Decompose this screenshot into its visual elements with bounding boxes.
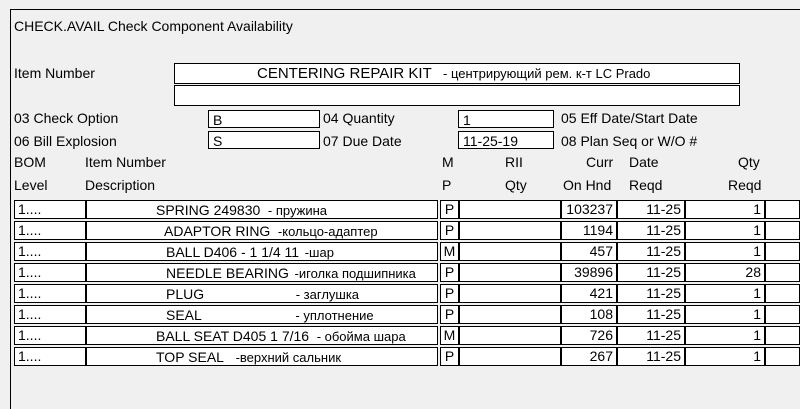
- item-description-cell[interactable]: [86, 200, 438, 219]
- extra-cell[interactable]: [765, 284, 800, 303]
- header-date: Date: [629, 154, 659, 170]
- item-number-value: CENTERING REPAIR KIT: [257, 65, 432, 82]
- bom-level-cell[interactable]: 1....: [14, 326, 86, 345]
- bom-level-cell[interactable]: 1....: [14, 242, 86, 261]
- item-description-cell[interactable]: [86, 263, 438, 282]
- header-rii-qty: Qty: [505, 177, 527, 193]
- qty-reqd-cell[interactable]: 1: [685, 221, 765, 240]
- translation-note: -верхний сальник: [231, 350, 342, 365]
- translation-note: - пружина: [264, 203, 327, 218]
- due-date-label: 07 Due Date: [323, 133, 402, 149]
- date-reqd-cell[interactable]: 11-25: [617, 284, 685, 303]
- rii-qty-cell[interactable]: [459, 305, 561, 324]
- bom-level-cell[interactable]: 1....: [14, 263, 86, 282]
- bom-level-cell[interactable]: 1....: [14, 305, 86, 324]
- header-curr: Curr: [586, 154, 614, 170]
- translation-note: - заглушка: [292, 287, 360, 302]
- rii-qty-cell[interactable]: [459, 284, 561, 303]
- extra-cell[interactable]: [765, 305, 800, 324]
- qty-reqd-cell[interactable]: 1: [685, 305, 765, 324]
- on-hand-cell[interactable]: 39896: [561, 263, 617, 282]
- qty-reqd-cell[interactable]: 1: [685, 326, 765, 345]
- item-number-text: SPRING 249830 - пружина: [156, 202, 327, 218]
- date-reqd-cell[interactable]: 11-25: [617, 242, 685, 261]
- header-m: M: [442, 154, 454, 170]
- rii-qty-cell[interactable]: [459, 326, 561, 345]
- bill-explosion-field[interactable]: [208, 131, 320, 149]
- extra-cell[interactable]: [765, 242, 800, 261]
- item-description-cell[interactable]: [86, 347, 438, 366]
- extra-cell[interactable]: [765, 326, 800, 345]
- date-reqd-cell[interactable]: 11-25: [617, 263, 685, 282]
- item-description-cell[interactable]: [86, 305, 438, 324]
- date-reqd-cell[interactable]: 11-25: [617, 326, 685, 345]
- header-p: P: [442, 177, 452, 193]
- quantity-field[interactable]: [458, 110, 554, 128]
- eff-date-label: 05 Eff Date/Start Date: [561, 110, 698, 126]
- mp-cell[interactable]: P: [440, 200, 459, 219]
- bom-level-cell[interactable]: 1....: [14, 200, 86, 219]
- mp-cell[interactable]: P: [440, 284, 459, 303]
- on-hand-cell[interactable]: 267: [561, 347, 617, 366]
- date-reqd-cell[interactable]: 11-25: [617, 221, 685, 240]
- qty-reqd-cell[interactable]: 1: [685, 200, 765, 219]
- date-reqd-cell[interactable]: 11-25: [617, 305, 685, 324]
- bom-level-cell[interactable]: 1....: [14, 221, 86, 240]
- plan-seq-label: 08 Plan Seq or W/O #: [561, 133, 698, 149]
- item-description-cell[interactable]: [86, 326, 438, 345]
- extra-cell[interactable]: [765, 347, 800, 366]
- header-date-reqd: Reqd: [629, 177, 663, 193]
- mp-cell[interactable]: P: [440, 221, 459, 240]
- item-description-cell[interactable]: [86, 242, 438, 261]
- header-bom: BOM: [14, 154, 46, 170]
- item-number-text: TOP SEAL -верхний сальник: [156, 349, 342, 365]
- on-hand-cell[interactable]: 1194: [561, 221, 617, 240]
- window-left-border: [10, 9, 11, 409]
- quantity-value: 1: [463, 112, 471, 128]
- item-number-note: - центрирующий рем. к-т LC Prado: [443, 66, 651, 81]
- item-number-text: SEAL - уплотнение: [166, 307, 374, 323]
- rii-qty-cell[interactable]: [459, 221, 561, 240]
- window-title: CHECK.AVAIL Check Component Availability: [14, 18, 293, 34]
- qty-reqd-cell[interactable]: 1: [685, 242, 765, 261]
- check-option-field[interactable]: [208, 110, 320, 128]
- extra-cell[interactable]: [765, 200, 800, 219]
- rii-qty-cell[interactable]: [459, 263, 561, 282]
- rii-qty-cell[interactable]: [459, 347, 561, 366]
- quantity-label: 04 Quantity: [323, 110, 395, 126]
- translation-note: -иголка подшипника: [290, 266, 416, 281]
- item-number-text: NEEDLE BEARING -иголка подшипника: [166, 265, 416, 281]
- mp-cell[interactable]: M: [440, 326, 459, 345]
- translation-note: -кольцо-адаптер: [274, 224, 378, 239]
- header-qty-reqd: Reqd: [728, 177, 762, 193]
- rii-qty-cell[interactable]: [459, 242, 561, 261]
- date-reqd-cell[interactable]: 11-25: [617, 200, 685, 219]
- header-qty: Qty: [738, 154, 760, 170]
- item-number-text: BALL D406 - 1 1/4 11 -шар: [166, 244, 334, 260]
- on-hand-cell[interactable]: 726: [561, 326, 617, 345]
- check-option-label: 03 Check Option: [14, 110, 119, 126]
- extra-cell[interactable]: [765, 221, 800, 240]
- bill-explosion-value: S: [213, 133, 223, 149]
- mp-cell[interactable]: P: [440, 305, 459, 324]
- translation-note: -шар: [301, 245, 334, 260]
- mp-cell[interactable]: P: [440, 263, 459, 282]
- item-description-field[interactable]: [174, 85, 740, 106]
- date-reqd-cell[interactable]: 11-25: [617, 347, 685, 366]
- on-hand-cell[interactable]: 108: [561, 305, 617, 324]
- due-date-field[interactable]: [458, 131, 554, 149]
- mp-cell[interactable]: P: [440, 347, 459, 366]
- header-rii: RII: [505, 154, 523, 170]
- on-hand-cell[interactable]: 103237: [561, 200, 617, 219]
- extra-cell[interactable]: [765, 263, 800, 282]
- translation-note: - уплотнение: [291, 308, 374, 323]
- header-on-hand: On Hnd: [563, 177, 612, 193]
- item-number-field[interactable]: [174, 63, 740, 84]
- check-option-value: B: [213, 112, 223, 128]
- bom-level-cell[interactable]: 1....: [14, 284, 86, 303]
- rii-qty-cell[interactable]: [459, 200, 561, 219]
- item-number-label: Item Number: [14, 65, 95, 81]
- qty-reqd-cell[interactable]: 28: [685, 263, 765, 282]
- header-level: Level: [14, 177, 48, 193]
- item-number-text: ADAPTOR RING -кольцо-адаптер: [164, 223, 378, 239]
- item-number-text: PLUG - заглушка: [166, 286, 360, 302]
- header-item-number: Item Number: [85, 154, 166, 170]
- item-description-cell[interactable]: [86, 284, 438, 303]
- bill-explosion-label: 06 Bill Explosion: [14, 133, 117, 149]
- window-top-border: [10, 9, 800, 10]
- on-hand-cell[interactable]: 421: [561, 284, 617, 303]
- header-description: Description: [85, 177, 156, 193]
- bom-level-cell[interactable]: 1....: [14, 347, 86, 366]
- qty-reqd-cell[interactable]: 1: [685, 284, 765, 303]
- item-number-text: BALL SEAT D405 1 7/16 - обойма шара: [156, 328, 406, 344]
- translation-note: - обойма шара: [313, 329, 406, 344]
- mp-cell[interactable]: M: [440, 242, 459, 261]
- item-description-cell[interactable]: [86, 221, 438, 240]
- on-hand-cell[interactable]: 457: [561, 242, 617, 261]
- qty-reqd-cell[interactable]: 1: [685, 347, 765, 366]
- due-date-value: 11-25-19: [463, 133, 519, 149]
